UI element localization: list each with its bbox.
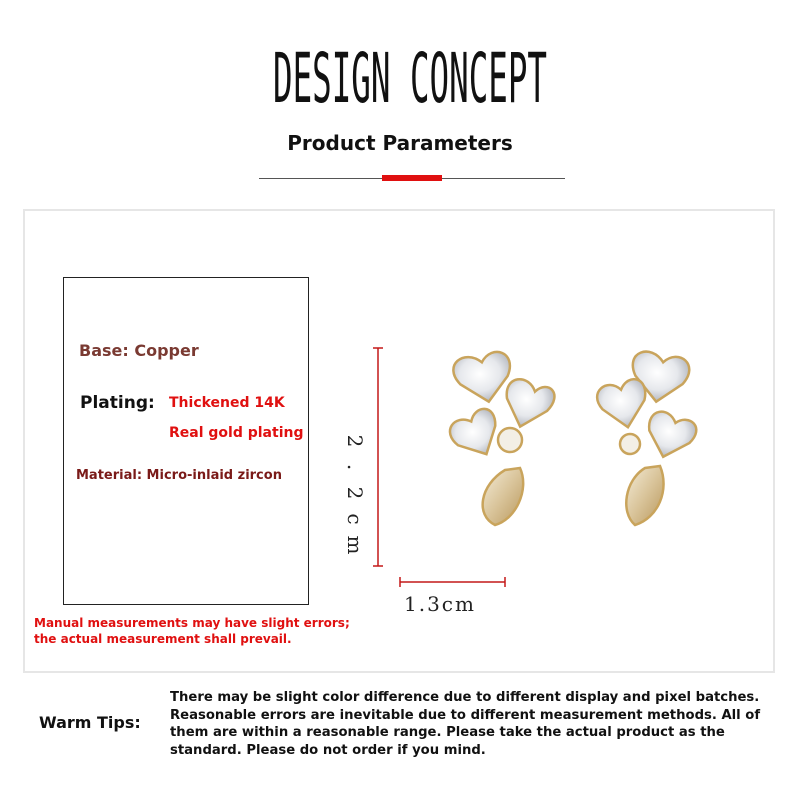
warm-tips-text: There may be slight color difference due to different display and pixel batches. Reasonable errors are inevitable due to different measurement methods. All of them are within a reasonable range. Please take the actual product as the standard. Please do not order if you mind.	[170, 690, 761, 758]
spec-plating-label: Plating:	[80, 393, 155, 413]
spec-material: Material: Micro-inlaid zircon	[76, 468, 282, 483]
spec-plating-value-2: Real gold plating	[169, 425, 304, 441]
divider-accent	[382, 175, 442, 181]
svg-text:DESIGN CONCEPT: DESIGN CONCEPT	[272, 39, 547, 120]
warm-tips-label: Warm Tips:	[39, 713, 141, 732]
specs-box	[63, 277, 309, 605]
measurement-note: Manual measurements may have slight errors; the actual measurement shall prevail.	[34, 616, 350, 646]
spec-plating-value-1: Thickened 14K	[169, 395, 285, 411]
height-dimension-label: 2 . 2 c m	[343, 434, 367, 555]
left-earring	[446, 350, 558, 525]
width-dimension-label: 1.3cm	[404, 592, 476, 616]
section-subtitle: Product Parameters	[287, 131, 513, 155]
right-earring	[594, 349, 699, 525]
spec-base: Base: Copper	[79, 341, 199, 360]
page-title	[270, 39, 550, 120]
earrings-illustration	[430, 340, 710, 540]
